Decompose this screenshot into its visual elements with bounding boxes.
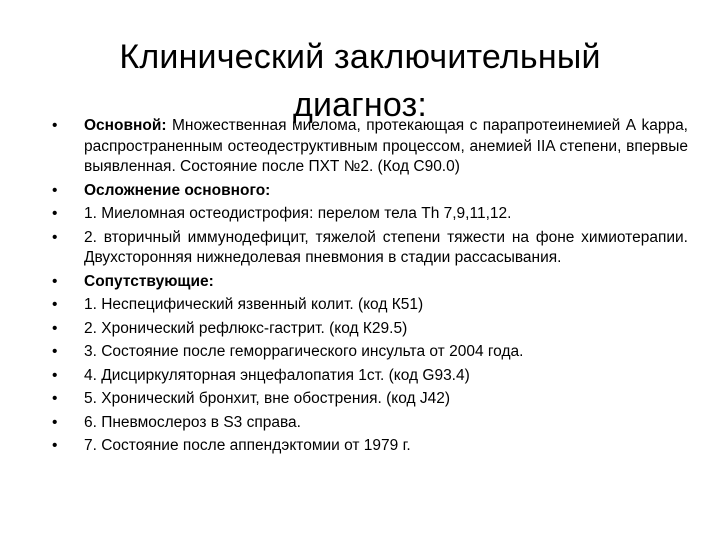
bullet-icon: • (52, 296, 58, 313)
bullet-icon: • (52, 272, 58, 290)
title-line-1: Клинический заключительный (119, 37, 601, 76)
item-text: Множественная миелома, протекающая с парапротеинемией А kappa, распространенным остеодеструктивным процессом, анемией IIA степени, впервые выявленная. Состояние после ПХТ №2. (Код С90.0) (84, 117, 688, 175)
list-item-comorbid (52, 272, 688, 293)
list-item (52, 413, 688, 434)
list-item (52, 204, 688, 225)
list-item (52, 228, 688, 269)
bullet-icon: • (52, 205, 58, 222)
bullet-icon: • (52, 413, 58, 431)
item-text: 7. Состояние после аппендэктомии от 1979 г. (84, 437, 411, 454)
bullet-icon: • (52, 181, 58, 199)
bullet-icon: • (52, 319, 58, 337)
item-heading: Основной: (84, 117, 167, 134)
bullet-icon: • (52, 343, 58, 360)
list-item (52, 342, 688, 363)
item-text: 6. Пневмослероз в S3 справа. (84, 413, 301, 431)
list-item (52, 389, 688, 410)
item-text: 5. Хронический бронхит, вне обострения. (код J42) (84, 390, 451, 407)
item-text: 4. Дисциркуляторная энцефалопатия 1ст. (код G93.4) (84, 366, 470, 384)
bullet-icon: • (52, 117, 58, 134)
list-item-main (52, 116, 688, 178)
item-heading: Осложнение основного: (84, 181, 271, 199)
bullet-icon: • (52, 228, 58, 246)
item-text: 3. Состояние после геморрагического инсульта от 2004 года. (84, 343, 524, 360)
bullet-icon: • (52, 437, 58, 454)
item-text: 2. Хронический рефлюкс-гастрит. (код К29.5) (84, 319, 408, 337)
diagnosis-list (52, 116, 688, 460)
bullet-icon: • (52, 366, 58, 384)
item-text: 2. вторичный иммунодефицит, тяжелой степени тяжести на фоне химиотерапии. Двухсторонняя нижнедолевая пневмония в стадии рассасывания. (84, 228, 688, 266)
bullet-icon: • (52, 390, 58, 407)
item-text: 1. Неспецифический язвенный колит. (код К51) (84, 296, 424, 313)
list-item (52, 436, 688, 457)
list-item (52, 319, 688, 340)
list-item (52, 295, 688, 316)
list-item-complication (52, 181, 688, 202)
item-text: 1. Миеломная остеодистрофия: перелом тела Th 7,9,11,12. (84, 205, 512, 222)
slide-title (60, 33, 660, 129)
item-heading: Сопутствующие: (84, 272, 214, 290)
list-item (52, 366, 688, 387)
title-line-2: диагноз: (292, 85, 428, 124)
